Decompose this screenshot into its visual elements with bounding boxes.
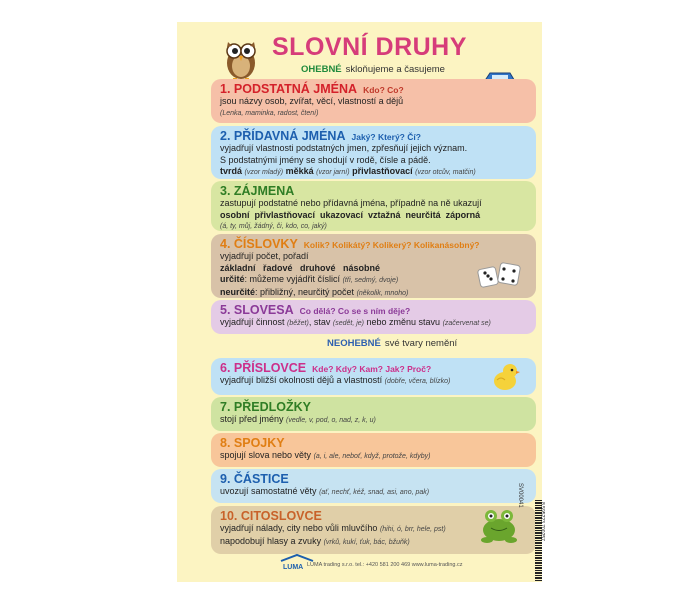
card-slovesa — [211, 300, 536, 334]
card-text-2: napodobují hlasy a zvuky (vrků, kukí, ťuk, bác, bžuňk) — [220, 535, 410, 546]
card-questions: Kdo? Co? — [363, 85, 404, 95]
barcode-number: 8 595223 700257 — [539, 502, 545, 541]
ohebne-subtitle — [301, 64, 445, 75]
card-zajmena — [211, 181, 536, 231]
card-title: 4. ČÍSLOVKY — [220, 237, 298, 251]
card-questions: Kolik? Kolikátý? Kolikerý? Kolikanásobný? — [303, 240, 480, 250]
card-title: 3. ZÁJMENA — [220, 184, 295, 198]
poster — [177, 22, 545, 582]
card-questions: Jaký? Který? Čí? — [351, 132, 421, 142]
card-title: 7. PŘEDLOŽKY — [220, 400, 311, 414]
chick-illustration — [489, 362, 521, 392]
frog-illustration — [477, 504, 521, 544]
type-mekka: měkká — [285, 166, 314, 176]
type-tvrda-example: (vzor mladý) — [244, 169, 284, 176]
card-title: 8. SPOJKY — [220, 436, 285, 450]
card-castice — [211, 469, 536, 503]
type-mekka-example: (vzor jarní) — [316, 169, 350, 176]
card-title: 9. ČÁSTICE — [220, 472, 289, 486]
card-text: vyjadřují počet, pořadí — [220, 251, 309, 261]
card-spojky — [211, 433, 536, 467]
card-text: stojí před jmény (vedle, v, pod, o, nad, z, k, u) — [220, 414, 376, 424]
type-privlastnovaci: přivlastňovací — [352, 166, 413, 176]
neohebne-label: NEOHEBNÉ — [327, 338, 381, 349]
type-tvrda: tvrdá — [220, 166, 243, 176]
card-urcite: určité: můžeme vyjádřit číslicí (tři, sedmý, dvoje) — [220, 274, 399, 284]
card-title: 5. SLOVESA — [220, 303, 294, 317]
ohebne-text: skloňujeme a časujeme — [345, 64, 445, 75]
owl-illustration — [221, 36, 261, 80]
card-text: vyjadřují bližší okolnosti dějů a vlastností (dobře, včera, blízko) — [220, 375, 451, 385]
card-prislovce — [211, 358, 536, 395]
dice-illustration — [477, 260, 525, 292]
neohebne-subtitle — [327, 338, 457, 349]
card-text-2: S podstatnými jmény se shodují v rodě, čísle a pádě. — [220, 154, 431, 165]
card-title: 2. PŘÍDAVNÁ JMÉNA — [220, 129, 346, 143]
card-pridavna-jmena — [211, 126, 536, 179]
footer-info: LUMA trading s.r.o. tel.: +420 581 200 469 www.luma-trading.cz — [307, 562, 463, 568]
page-title: SLOVNÍ DRUHY — [272, 33, 467, 61]
type-privlastnovaci-example: (vzor otcův, matčin) — [415, 169, 476, 176]
card-types — [220, 166, 529, 179]
card-text: vyjadřují vlastnosti podstatných jmen, zpřesňují jejich význam. — [220, 143, 468, 153]
card-examples: (á, ty, můj, žádný, či, kdo, co, jaký) — [220, 223, 327, 230]
card-predlozky — [211, 397, 536, 431]
card-examples: (Lenka, maminka, radost, čtení) — [220, 109, 319, 117]
neohebne-text: své tvary nemění — [384, 338, 458, 349]
card-text: vyjadřují činnost (běžet), stav (sedět, je) nebo změnu stavu (začervenat se) — [220, 317, 491, 327]
card-text: uvozují samostatné věty (ať, nechť, kéž, snad, asi, ano, pak) — [220, 486, 430, 496]
card-text: jsou názvy osob, zvířat, věcí, vlastností a dějů — [220, 96, 404, 106]
card-text: zastupují podstatné nebo přídavná jména, případně na ně ukazují — [220, 198, 482, 208]
card-questions: Co dělá? Co se s ním děje? — [299, 306, 411, 316]
card-neurcite: neurčité: přibližný, neurčitý počet (několik, mnoho) — [220, 286, 409, 297]
card-title: 6. PŘÍSLOVCE — [220, 361, 307, 375]
card-title: 10. CITOSLOVCE — [220, 509, 322, 523]
product-code: SV00041 — [517, 483, 523, 508]
card-podstatna-jmena — [211, 79, 536, 123]
ohebne-label: OHEBNÉ — [301, 64, 342, 75]
card-text: vyjadřují nálady, city nebo vůli mluvčího (hihi, ó, brr, hele, pst) — [220, 523, 446, 533]
card-types: osobní přivlastňovací ukazovací vztažná neurčitá záporná — [220, 209, 481, 220]
card-types: základní řadové druhové násobné — [220, 262, 381, 273]
card-text: spojují slova nebo věty (a, i, ale, neboť, když, protože, kdyby) — [220, 450, 431, 460]
card-questions: Kde? Kdy? Kam? Jak? Proč? — [312, 364, 432, 374]
card-title: 1. PODSTATNÁ JMÉNA — [220, 82, 358, 96]
luma-logo-text: LUMA — [283, 564, 304, 571]
